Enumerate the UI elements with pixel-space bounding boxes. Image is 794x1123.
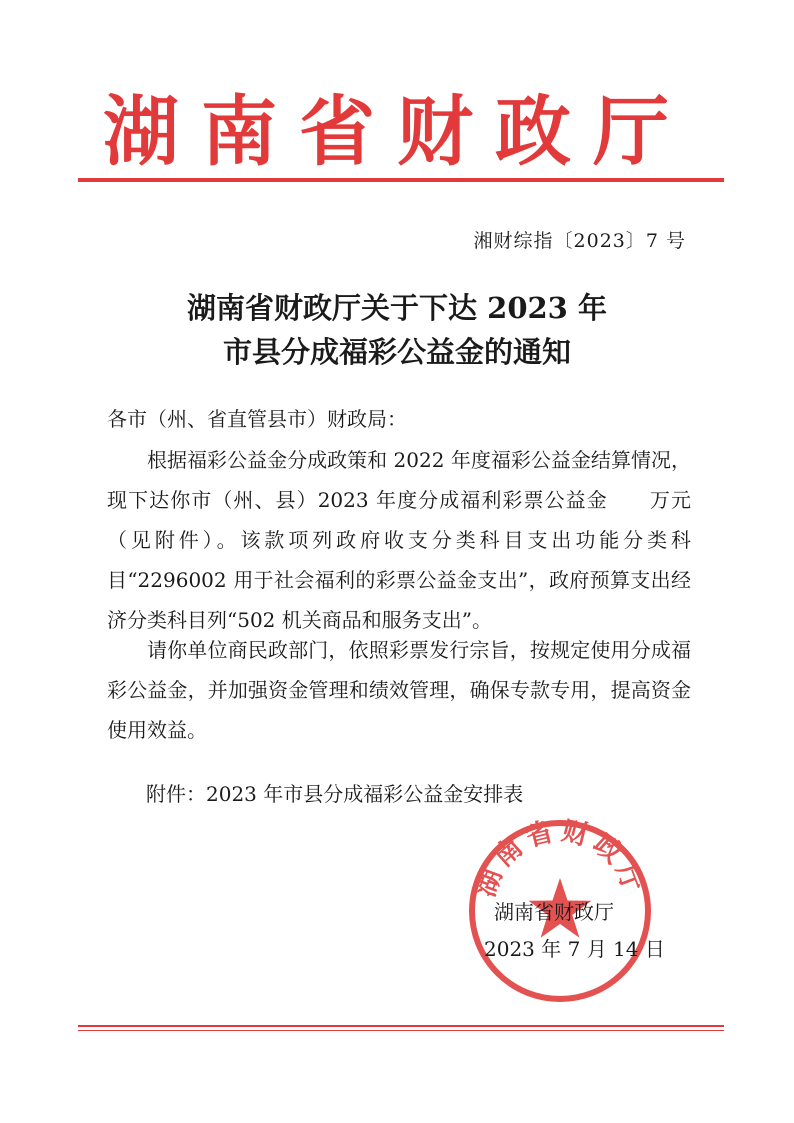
attachment-line: 附件：2023 年市县分成福彩公益金安排表 [146,782,524,806]
footer-divider-thick [78,1025,724,1027]
agency-letterhead-title: 湖南省财政厅 [103,87,691,176]
issue-date: 2023 年 7 月 14 日 [484,937,665,961]
body-paragraph-2: 请你单位商民政部门，依照彩票发行宗旨，按规定使用分成福彩公益金，并加强资金管理和绩效管理，确保专款专用，提高资金使用效益。 [107,638,691,742]
issuer-name: 湖南省财政厅 [494,900,614,924]
salutation: 各市（州、省直管县市）财政局： [107,407,407,431]
body-paragraph-1: 根据福彩公益金分成政策和 2022 年度福彩公益金结算情况，现下达你市（州、县）2023 年度分成福利彩票公益金 万元（见附件）。该款项列政府收支分类科目支出功能分类科目“2296002 用于社会福利的彩票公益金支出”，政府预算支出经济分类科目列“502 机关商品和服务支出”。 [107,448,691,632]
document-number: 湘财综指〔2023〕7 号 [473,230,686,252]
letterhead-divider [78,178,724,182]
document-title-line2: 市县分成福彩公益金的通知 [222,335,571,369]
footer-divider-thin [78,1030,724,1031]
svg-text:湖南省财政厅: 湖南省财政厅 [470,816,650,901]
document-title-line1: 湖南省财政厅关于下达 2023 年 [187,291,607,325]
